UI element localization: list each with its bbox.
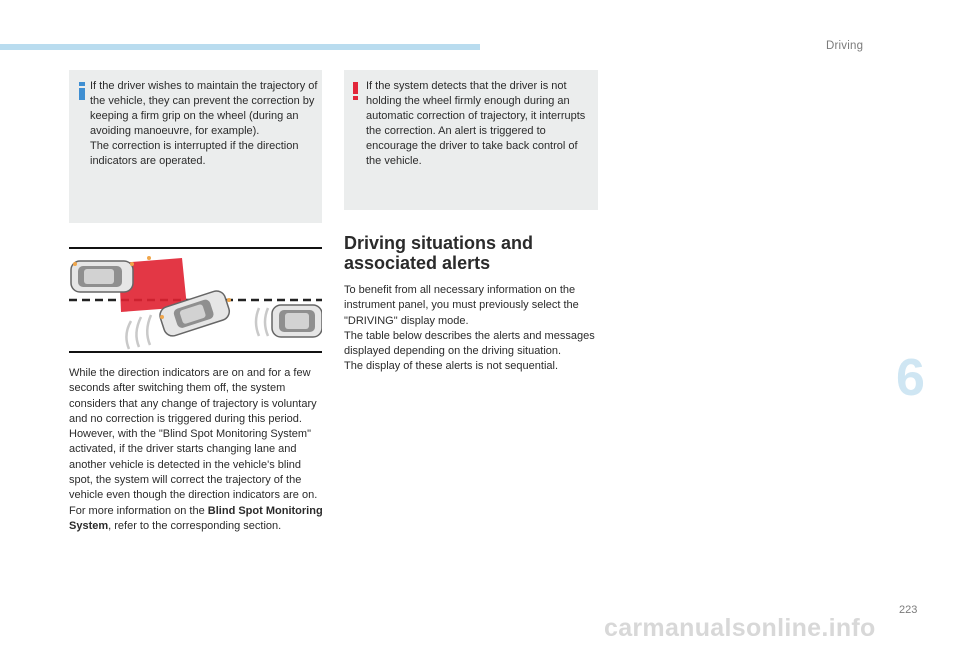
- info-icon: [79, 82, 85, 100]
- section-title: Driving: [826, 40, 864, 52]
- text-run: For more information on the: [69, 504, 208, 517]
- paragraph: However, with the "Blind Spot Monitoring System" activated, if the driver starts changing lane and another vehicle is detected in the vehicle's blind spot, the system will correct the trajectory of the vehicle even though the direction indicators are on.: [69, 428, 318, 502]
- paragraph: The display of these alerts is not sequential.: [344, 360, 559, 373]
- warning-box-text: [366, 79, 594, 170]
- left-body-text: [69, 366, 327, 534]
- watermark: carmanualsonline.info: [604, 614, 876, 642]
- warning-icon: [353, 82, 358, 100]
- chapter-number: 6: [896, 349, 925, 407]
- indicator-light: [130, 262, 134, 266]
- indicator-light: [160, 315, 164, 319]
- indicator-light: [227, 298, 231, 302]
- lane-correction-illustration: [69, 245, 322, 353]
- right-body-text: [344, 283, 600, 375]
- bold-reference: Blind Spot Monitoring System: [69, 504, 323, 532]
- motion-trail: [256, 308, 268, 336]
- indicator-light: [73, 262, 77, 266]
- section-heading: Driving situations and associated alerts: [344, 233, 534, 273]
- motion-trail: [126, 315, 151, 349]
- info-box-text: [90, 79, 318, 170]
- warning-paragraph: If the system detects that the driver is not holding the wheel firmly enough during an automatic correction of trajectory, it interrupts the correction. An alert is triggered to encourage the driver to take back control of the vehicle.: [366, 80, 586, 168]
- info-paragraph: If the driver wishes to maintain the trajectory of the vehicle, they can prevent the correction by keeping a firm grip on the wheel (during an avoiding manoeuvre, for example).: [90, 80, 318, 138]
- info-box: [69, 70, 322, 223]
- paragraph: The table below describes the alerts and messages displayed depending on the driving situation.: [344, 329, 595, 358]
- text-run: , refer to the corresponding section.: [108, 519, 282, 532]
- car-top-left: [71, 261, 133, 292]
- paragraph: To benefit from all necessary information on the instrument panel, you must previously select the "DRIVING" display mode.: [344, 284, 579, 327]
- indicator-light: [147, 256, 151, 260]
- info-paragraph: The correction is interrupted if the direction indicators are operated.: [90, 140, 299, 168]
- header-bar: [0, 44, 480, 50]
- warning-box: [344, 70, 598, 210]
- page-number: 223: [899, 604, 918, 616]
- paragraph: While the direction indicators are on and for a few seconds after switching them off, the system considers that any change of trajectory is voluntary and no correction is triggered during this period.: [69, 367, 317, 425]
- paragraph: [69, 504, 327, 535]
- car-bottom-right: [272, 305, 322, 337]
